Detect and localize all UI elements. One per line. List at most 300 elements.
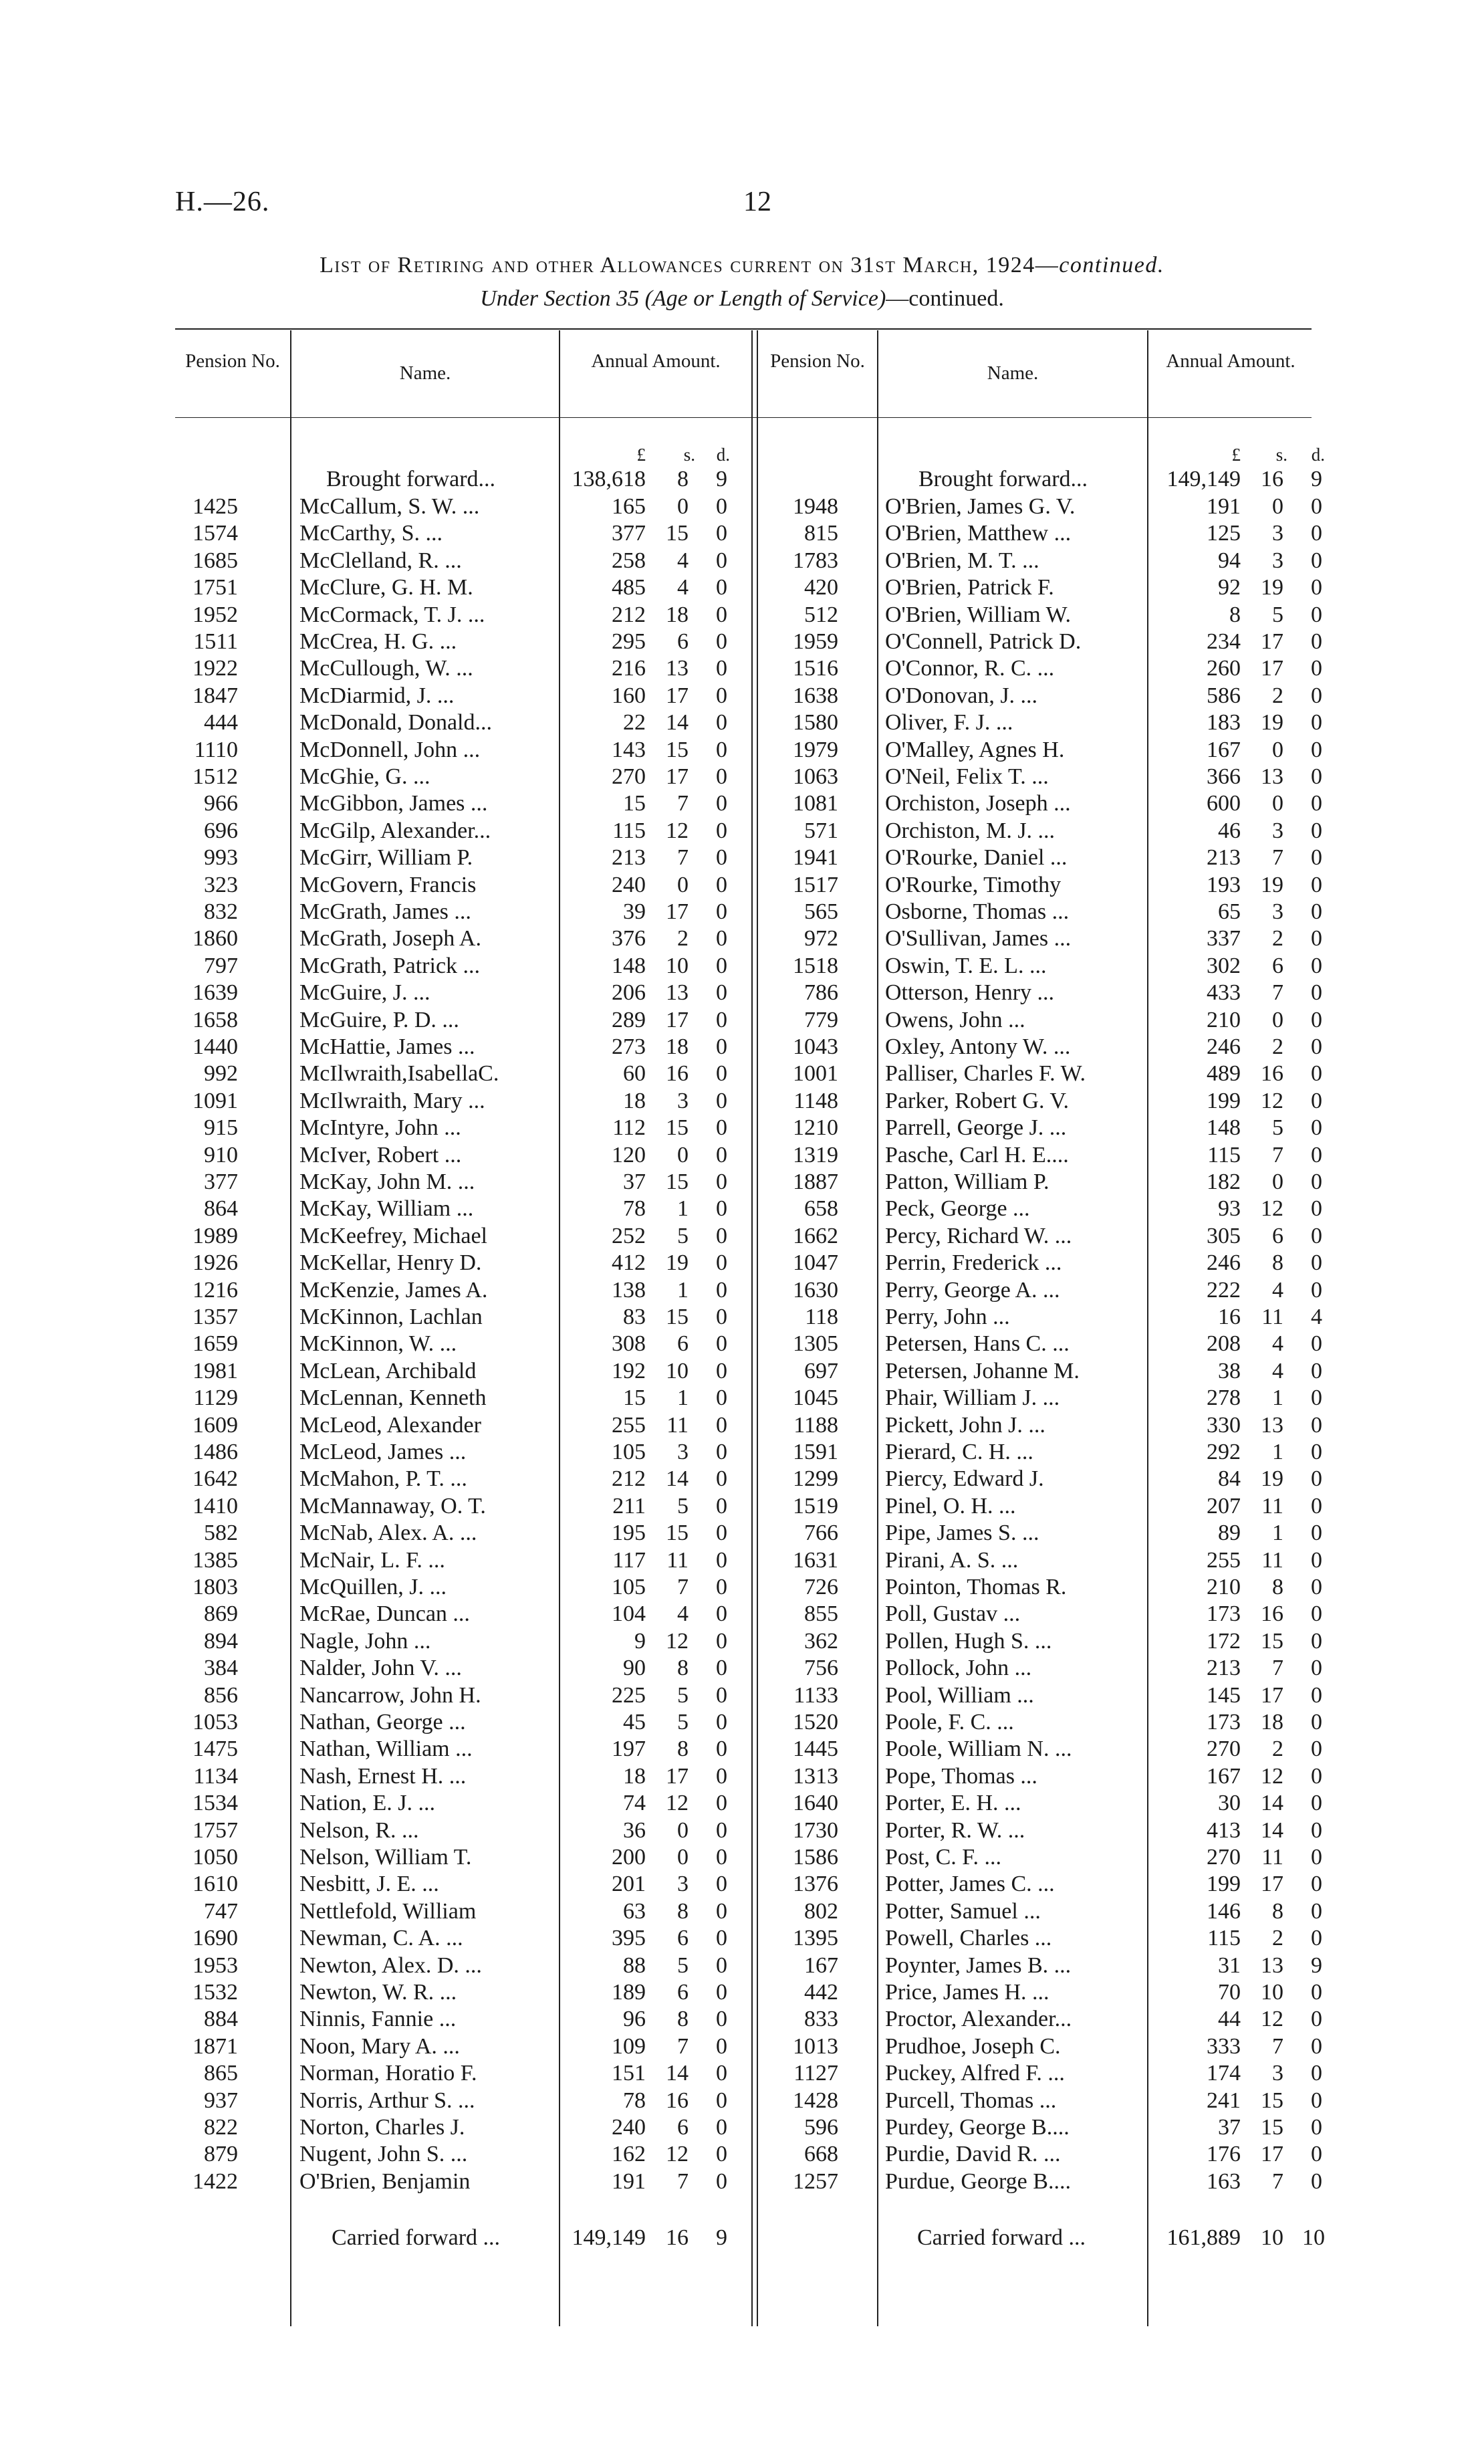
amount-pounds: 260 [1207,656,1241,681]
amount-pence: 0 [1311,1737,1322,1762]
amount-shillings: 4 [677,548,689,573]
amount-shillings: 12 [1261,1088,1283,1113]
title-main: List of Retiring and other Allowances current on 31st March, 1924— [320,253,1060,277]
pensioner-name: McLeod, James ... [299,1440,467,1464]
amount-pounds: 146 [1207,1898,1241,1924]
pension-number: 444 [204,710,238,736]
amount-pence: 0 [1311,980,1322,1006]
amount-pence: 0 [716,1412,727,1438]
amount-shillings: 8 [677,1656,689,1681]
pension-number: 1922 [193,656,238,681]
amount-shillings: 19 [1261,872,1283,897]
amount-pence: 9 [716,2225,727,2250]
pension-number: 1658 [193,1007,238,1032]
pension-number: 1127 [793,2061,838,2086]
pensioner-name: Nettlefold, William [299,1898,477,1924]
amount-pounds: 183 [1207,710,1241,736]
pensioner-name: McGirr, William P. [299,845,473,871]
pension-number: 1053 [193,1710,238,1734]
amount-pence: 0 [1311,737,1322,762]
amount-pounds: 90 [623,1656,646,1681]
column-divider [751,330,753,2326]
amount-pounds: 200 [612,1845,646,1870]
pensioner-name: Newton, Alex. D. ... [299,1952,482,1978]
amount-shillings: 7 [677,1575,689,1599]
pensioner-name: McIver, Robert ... [299,1142,462,1167]
pension-number: 1953 [193,1952,238,1978]
pension-number: 966 [204,791,238,816]
amount-pounds: 197 [612,1737,646,1762]
pension-number: 1532 [193,1980,238,2005]
amount-pence: 0 [716,1845,727,1870]
amount-pence: 0 [1311,1250,1322,1276]
amount-pence: 0 [716,980,727,1006]
amount-pence: 0 [1311,2168,1322,2194]
pension-number: 869 [204,1601,238,1627]
amount-pence: 0 [716,2061,727,2086]
pensioner-name: O'Connell, Patrick D. [885,629,1082,654]
amount-shillings: 5 [1272,1115,1283,1141]
pension-number: 1410 [193,1493,238,1519]
pensioner-name: Purdey, George B.... [885,2115,1070,2140]
pensioner-name: O'Connor, R. C. ... [885,656,1055,681]
amount-pence: 0 [716,1872,727,1897]
pension-number: 118 [805,1305,838,1329]
amount-shillings: 11 [1261,1305,1283,1329]
amount-pence: 0 [716,737,727,762]
amount-pounds: 163 [1207,2168,1241,2194]
pension-number: 1860 [193,926,238,951]
amount-pounds: 207 [1207,1493,1241,1519]
pensioner-name: McKinnon, W. ... [299,1331,457,1357]
amount-pence: 0 [716,1521,727,1546]
amount-shillings: 12 [666,1628,689,1654]
amount-shillings: 8 [677,467,689,491]
amount-pence: 0 [1311,2142,1322,2167]
amount-shillings: 14 [1261,1817,1283,1843]
amount-shillings: 12 [666,1791,689,1816]
amount-shillings: 4 [677,575,689,600]
amount-pounds: 193 [1207,872,1241,897]
amount-pence: 0 [716,1980,727,2005]
pension-number: 1013 [793,2033,838,2059]
amount-shillings: 5 [677,1223,689,1248]
amount-pounds: 212 [612,1466,646,1492]
amount-pounds: 138 [612,1277,646,1303]
amount-shillings: 16 [1261,1601,1283,1627]
amount-shillings: 5 [677,1952,689,1978]
amount-pence: 0 [1311,1440,1322,1464]
amount-pounds: 191 [612,2168,646,2194]
pensioner-name: Pool, William ... [885,1682,1034,1708]
pensioner-name: Pickett, John J. ... [885,1412,1045,1438]
amount-shillings: 2 [1272,683,1283,708]
pension-number: 565 [804,899,838,924]
pension-number: 1313 [793,1763,838,1789]
amount-pounds: 70 [1218,1980,1241,2005]
amount-pence: 0 [716,1575,727,1599]
amount-pence: 0 [716,1898,727,1924]
pensioner-name: Puckey, Alfred F. ... [885,2061,1065,2086]
amount-shillings: 12 [666,2142,689,2167]
pensioner-name: Orchiston, M. J. ... [885,818,1056,843]
amount-shillings: 13 [1261,1952,1283,1978]
pension-number: 1630 [793,1277,838,1303]
amount-pence: 0 [716,764,727,789]
amount-pence: 0 [716,494,727,519]
amount-pounds: 173 [1207,1601,1241,1627]
amount-shillings: 11 [1261,1493,1283,1519]
pensioner-name: Purcell, Thomas ... [885,2088,1057,2113]
amount-pounds: 92 [1218,575,1241,600]
amount-shillings: 8 [1272,1575,1283,1599]
pensioner-name: Pasche, Carl H. E.... [885,1142,1069,1167]
amount-pence: 0 [716,1656,727,1681]
amount-pounds: 182 [1207,1169,1241,1194]
pension-number: 1662 [793,1223,838,1248]
amount-pence: 0 [1311,1034,1322,1059]
amount-pence: 0 [716,2007,727,2032]
amount-pounds: 255 [1207,1547,1241,1573]
pensioner-name: Otterson, Henry ... [885,980,1055,1006]
amount-pence: 0 [1311,521,1322,546]
amount-pence: 0 [716,575,727,600]
amount-shillings: 16 [666,2088,689,2113]
amount-shillings: 0 [1272,1007,1283,1032]
amount-pence: 0 [716,1358,727,1383]
amount-pounds: 63 [623,1898,646,1924]
amount-pounds: 270 [1207,1845,1241,1870]
amount-shillings: 13 [666,656,689,681]
amount-shillings: 6 [677,1926,689,1951]
amount-pence: 0 [1311,1682,1322,1708]
pension-number: 1110 [194,737,238,762]
pension-number: 884 [204,2007,238,2032]
pension-number: 1445 [793,1737,838,1762]
pension-number: 833 [804,2007,838,2032]
pensioner-name: Palliser, Charles F. W. [885,1061,1086,1087]
amount-shillings: 10 [1261,2225,1283,2250]
amount-pence: 0 [1311,1601,1322,1627]
amount-pence: 0 [1311,1628,1322,1654]
pension-number: 1519 [793,1493,838,1519]
amount-pence: 0 [1311,1872,1322,1897]
amount-pounds: 210 [1207,1007,1241,1032]
pension-number: 1610 [193,1872,238,1897]
amount-shillings: 11 [666,1547,689,1573]
amount-pounds: 208 [1207,1331,1241,1357]
amount-shillings: 7 [1272,1142,1283,1167]
pension-number: 1979 [793,737,838,762]
pension-number: 992 [204,1061,238,1087]
amount-pence: 0 [716,2088,727,2113]
amount-shillings: 3 [677,1872,689,1897]
pension-number: 420 [804,575,838,600]
pensioner-name: Nagle, John ... [299,1628,431,1654]
amount-pounds: 148 [612,953,646,978]
amount-shillings: 7 [677,791,689,816]
amount-pence: 0 [1311,1575,1322,1599]
amount-pence: 0 [716,1493,727,1519]
amount-pence: 0 [1311,1277,1322,1303]
amount-pence: 0 [1311,1763,1322,1789]
pension-number: 697 [804,1358,838,1383]
pensioner-name: Nash, Ernest H. ... [299,1763,467,1789]
amount-shillings: 8 [677,1898,689,1924]
amount-pounds: 206 [612,980,646,1006]
amount-pounds: 115 [1207,1142,1241,1167]
pension-number: 1512 [193,764,238,789]
pensioner-name: McKeefrey, Michael [299,1223,487,1248]
amount-shillings: 17 [666,1007,689,1032]
brought-forward-label: Brought forward... [326,467,496,491]
amount-shillings: 8 [1272,1250,1283,1276]
shillings-label: s. [683,445,695,465]
shillings-label: s. [1275,445,1287,465]
pensioner-name: Pollock, John ... [885,1656,1032,1681]
pensioner-name: McGuire, J. ... [299,980,430,1006]
pension-number: 1148 [793,1088,838,1113]
pension-number: 1783 [793,548,838,573]
amount-shillings: 15 [666,1521,689,1546]
amount-pence: 0 [1311,1980,1322,2005]
amount-shillings: 6 [677,629,689,654]
amount-shillings: 5 [1272,602,1283,627]
pensioner-name: McCormack, T. J. ... [299,602,485,627]
amount-pounds: 191 [1207,494,1241,519]
pension-number: 726 [804,1575,838,1599]
amount-pence: 0 [716,1142,727,1167]
amount-shillings: 2 [1272,926,1283,951]
pensioner-name: McDonald, Donald... [299,710,493,736]
amount-pence: 0 [716,602,727,627]
amount-pence: 0 [716,629,727,654]
pensioner-name: Oxley, Antony W. ... [885,1034,1071,1059]
pensioner-name: Norris, Arthur S. ... [299,2088,475,2113]
pension-number: 1511 [193,629,238,654]
pension-number: 864 [204,1196,238,1222]
amount-pence: 0 [1311,1656,1322,1681]
pension-number: 1486 [193,1440,238,1464]
pensioner-name: Orchiston, Joseph ... [885,791,1071,816]
pension-number: 1043 [793,1034,838,1059]
amount-pounds: 302 [1207,953,1241,978]
pension-number: 756 [804,1656,838,1681]
amount-pounds: 148 [1207,1115,1241,1141]
amount-pence: 0 [1311,1196,1322,1222]
amount-pounds: 115 [1207,1926,1241,1951]
amount-pounds: 160 [612,683,646,708]
amount-shillings: 3 [677,1088,689,1113]
pension-number: 323 [204,872,238,897]
amount-pence: 0 [1311,899,1322,924]
pensioner-name: McDonnell, John ... [299,737,481,762]
amount-pounds: 189 [612,1980,646,2005]
amount-shillings: 16 [666,2225,689,2250]
amount-shillings: 4 [1272,1358,1283,1383]
amount-pence: 0 [716,521,727,546]
pensioner-name: Nalder, John V. ... [299,1656,462,1681]
pension-number: 915 [204,1115,238,1141]
amount-pence: 0 [1311,1845,1322,1870]
pensioner-name: Peck, George ... [885,1196,1030,1222]
amount-shillings: 12 [1261,1763,1283,1789]
amount-pence: 0 [1311,926,1322,951]
pensioner-name: Patton, William P. [885,1169,1049,1194]
brought-forward-label: Brought forward... [918,467,1088,491]
amount-shillings: 13 [1261,1412,1283,1438]
amount-pence: 0 [1311,1385,1322,1411]
amount-pounds: 18 [623,1088,646,1113]
amount-pounds: 330 [1207,1412,1241,1438]
pension-number: 1520 [793,1710,838,1734]
pensioner-name: Potter, Samuel ... [885,1898,1041,1924]
amount-pence: 0 [1311,818,1322,843]
amount-pence: 0 [1311,1358,1322,1383]
pensioner-name: Purdie, David R. ... [885,2142,1061,2167]
amount-pence: 0 [716,1250,727,1276]
pension-number: 815 [804,521,838,546]
amount-pounds: 292 [1207,1440,1241,1464]
amount-pence: 0 [716,1196,727,1222]
pensioner-name: Ninnis, Fannie ... [299,2007,457,2032]
pensioner-name: Nelson, William T. [299,1845,472,1870]
pension-number: 668 [804,2142,838,2167]
pension-number: 747 [204,1898,238,1924]
amount-shillings: 5 [677,1710,689,1734]
pension-number: 1690 [193,1926,238,1951]
pensioner-name: O'Rourke, Timothy [885,872,1062,897]
amount-pounds: 78 [623,2088,646,2113]
pension-number: 1631 [793,1547,838,1573]
pensioner-name: McKinnon, Lachlan [299,1305,483,1329]
amount-shillings: 8 [677,2007,689,2032]
pensioner-name: Poynter, James B. ... [885,1952,1072,1978]
pension-number: 1534 [193,1791,238,1816]
page-number: 12 [743,187,771,217]
pensioner-name: Norman, Horatio F. [299,2061,477,2086]
pensioner-name: McLean, Archibald [299,1358,477,1383]
amount-pence: 0 [1311,845,1322,871]
pensioner-name: McCrea, H. G. ... [299,629,457,654]
pensioner-name: Porter, E. H. ... [885,1791,1021,1816]
pension-number: 1305 [793,1331,838,1357]
amount-pounds: 38 [1218,1358,1241,1383]
pension-number: 377 [204,1169,238,1194]
amount-shillings: 11 [666,1412,689,1438]
amount-shillings: 12 [1261,2007,1283,2032]
document-title [0,253,1484,278]
amount-pence: 9 [1311,467,1322,491]
amount-pounds: 46 [1218,818,1241,843]
pension-number: 1941 [793,845,838,871]
pensioner-name: McGhie, G. ... [299,764,430,789]
amount-pence: 0 [716,818,727,843]
amount-pence: 0 [716,1440,727,1464]
amount-pence: 0 [1311,1223,1322,1248]
amount-pounds: 213 [1207,1656,1241,1681]
amount-pounds: 22 [623,710,646,736]
pensioner-name: Nation, E. J. ... [299,1791,436,1816]
pensioner-name: O'Brien, Benjamin [299,2168,471,2194]
amount-shillings: 11 [1261,1845,1283,1870]
amount-shillings: 15 [1261,2088,1283,2113]
pension-number: 1188 [793,1412,838,1438]
amount-pounds: 216 [612,656,646,681]
amount-pence: 0 [716,1737,727,1762]
amount-pence: 0 [1311,1115,1322,1141]
pension-number: 1425 [193,494,238,519]
amount-pounds: 241 [1207,2088,1241,2113]
pension-number: 856 [204,1682,238,1708]
amount-pounds: 31 [1218,1952,1241,1978]
amount-pounds: 234 [1207,629,1241,654]
amount-shillings: 0 [1272,791,1283,816]
header-name-left: Name. [399,362,451,384]
header-amount-left: Annual Amount. [591,350,721,372]
pension-number: 1757 [193,1817,238,1843]
pension-number: 1050 [193,1845,238,1870]
pensioner-name: McGrath, James ... [299,899,471,924]
subtitle-continued: —continued. [886,286,1004,311]
pension-number: 1091 [193,1088,238,1113]
amount-shillings: 0 [1272,1169,1283,1194]
amount-pence: 0 [1311,1007,1322,1032]
amount-pence: 0 [716,1223,727,1248]
pension-number: 1134 [193,1763,238,1789]
amount-shillings: 3 [1272,548,1283,573]
amount-shillings: 10 [1261,1980,1283,2005]
amount-pounds: 167 [1207,737,1241,762]
pensioner-name: McCullough, W. ... [299,656,473,681]
header-pension-no-left: Pension No. [185,350,280,372]
amount-shillings: 7 [1272,2033,1283,2059]
amount-pounds: 176 [1207,2142,1241,2167]
pension-number: 993 [204,845,238,871]
pensioner-name: Purdue, George B.... [885,2168,1071,2194]
pensioner-name: Petersen, Johanne M. [885,1358,1080,1383]
pensioner-name: Noon, Mary A. ... [299,2033,460,2059]
pensioner-name: O'Sullivan, James ... [885,926,1072,951]
amount-pence: 9 [1311,1952,1322,1978]
pensioner-name: Perry, John ... [885,1305,1010,1329]
pension-number: 696 [204,818,238,843]
pension-number: 596 [804,2115,838,2140]
pension-number: 1847 [193,683,238,708]
amount-pence: 0 [716,1601,727,1627]
pensioner-name: McLeod, Alexander [299,1412,481,1438]
amount-shillings: 16 [1261,467,1283,491]
pensioner-name: Proctor, Alexander... [885,2007,1072,2032]
amount-pounds: 88 [623,1952,646,1978]
amount-shillings: 4 [677,1601,689,1627]
pence-label: d. [1311,445,1325,465]
amount-shillings: 10 [666,953,689,978]
amount-pence: 0 [1311,953,1322,978]
amount-shillings: 17 [666,764,689,789]
amount-shillings: 5 [677,1682,689,1708]
pensioner-name: Potter, James C. ... [885,1872,1055,1897]
amount-pence: 0 [716,1710,727,1734]
pensioner-name: McGrath, Patrick ... [299,953,481,978]
pension-number: 512 [804,602,838,627]
pensioner-name: Pirani, A. S. ... [885,1547,1019,1573]
amount-pounds: 74 [623,1791,646,1816]
pensioner-name: Nesbitt, J. E. ... [299,1872,439,1897]
amount-shillings: 18 [1261,1710,1283,1734]
amount-shillings: 0 [677,1817,689,1843]
amount-pounds: 222 [1207,1277,1241,1303]
